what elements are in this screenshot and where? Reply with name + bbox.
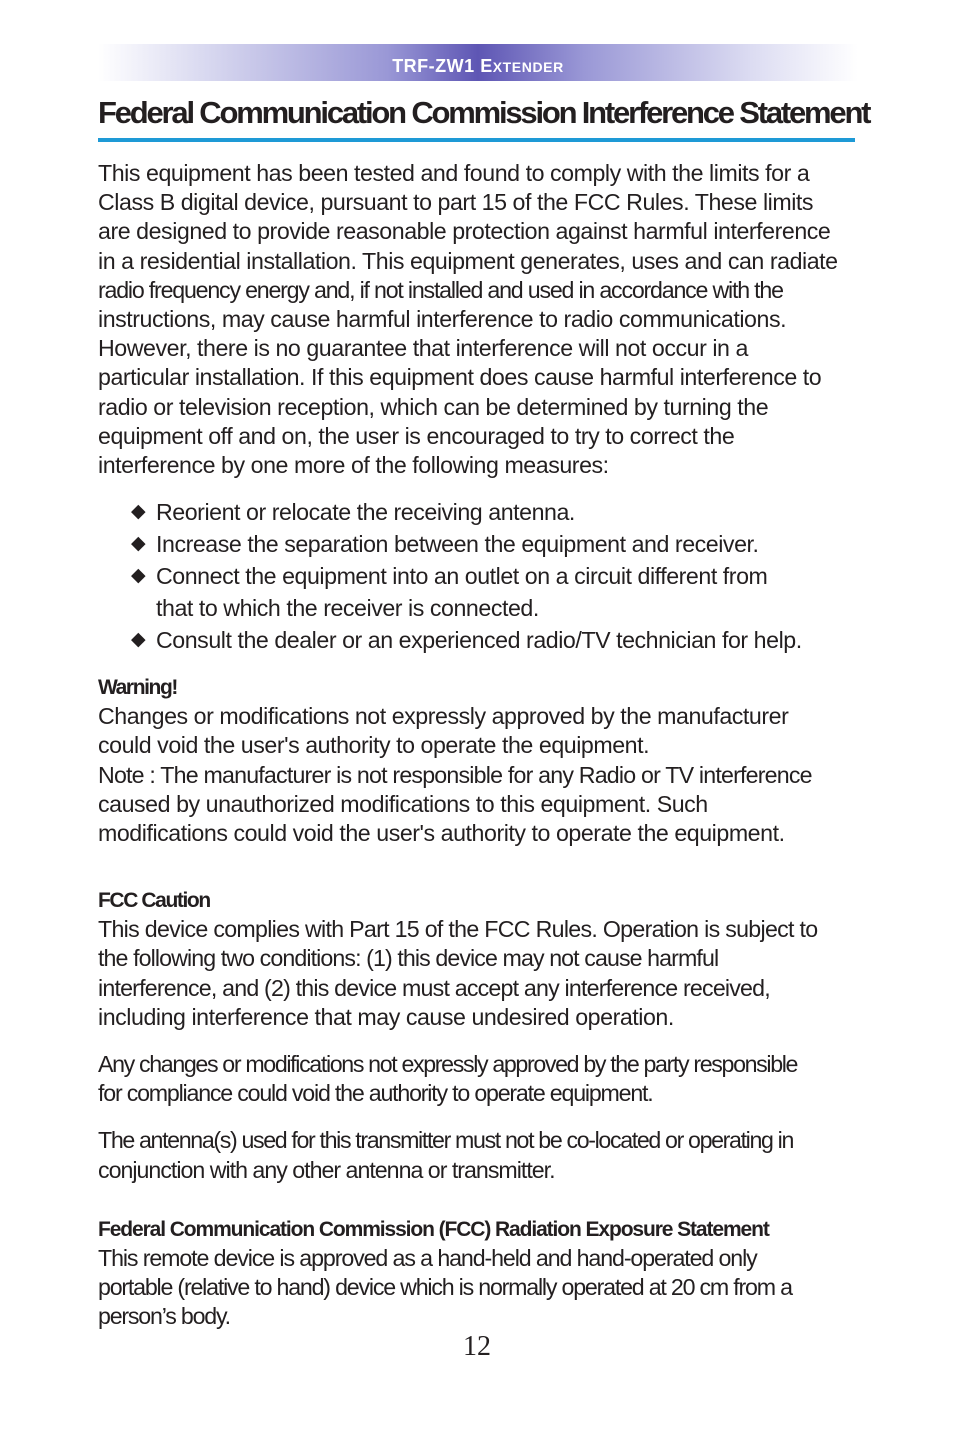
list-item-text: Reorient or relocate the receiving antenna.: [156, 499, 575, 526]
text-line: This remote device is approved as a hand-held and hand-operated only: [98, 1244, 757, 1271]
diamond-bullet-icon: ◆: [131, 501, 146, 523]
text-line: instructions, may cause harmful interference to radio communications.: [98, 306, 787, 333]
text-line: are designed to provide reasonable protection against harmful interference: [98, 218, 831, 245]
text-line: caused by unauthorized modifications to this equipment. Such: [98, 790, 708, 817]
list-item-text: Connect the equipment into an outlet on a circuit different from: [156, 563, 768, 590]
title-rule: [98, 138, 855, 142]
changes-paragraph: [98, 1050, 858, 1108]
fcc-caution-paragraph: [98, 915, 858, 1032]
text-line: This device complies with Part 15 of the FCC Rules. Operation is subject to: [98, 916, 818, 943]
page-content: [98, 159, 858, 1331]
diamond-bullet-icon: ◆: [131, 629, 146, 651]
list-item: [131, 528, 858, 560]
warning-paragraph: [98, 702, 858, 848]
text-line: portable (relative to hand) device which is normally operated at 20 cm from a: [98, 1274, 792, 1301]
text-line: including interference that may cause undesired operation.: [98, 1003, 674, 1030]
list-item-text: Increase the separation between the equipment and receiver.: [156, 531, 759, 558]
header-product-initial: E: [480, 56, 493, 76]
list-item: [131, 624, 858, 656]
text-line: Class B digital device, pursuant to part 15 of the FCC Rules. These limits: [98, 189, 814, 216]
header-product-rest: XTENDER: [492, 59, 564, 75]
text-line: interference, and (2) this device must accept any interference received,: [98, 974, 770, 1001]
antenna-paragraph: [98, 1126, 858, 1184]
list-item: [131, 560, 858, 624]
warning-heading: Warning!: [98, 676, 178, 700]
text-line: This equipment has been tested and found to comply with the limits for a: [98, 160, 810, 186]
text-line: conjunction with any other antenna or transmitter.: [98, 1156, 555, 1183]
diamond-bullet-icon: ◆: [131, 565, 146, 587]
header-model: TRF-ZW1: [392, 56, 475, 76]
text-line: Changes or modifications not expressly approved by the manufacturer: [98, 703, 789, 730]
fcc-caution-heading: FCC Caution: [98, 889, 210, 913]
text-line: Any changes or modifications not expressly approved by the party responsible: [98, 1051, 798, 1078]
diamond-bullet-icon: ◆: [131, 533, 146, 555]
page-title: Federal Communication Commission Interference Statement: [98, 95, 870, 130]
page-number: 12: [463, 1331, 491, 1362]
list-item: [131, 496, 858, 528]
intro-paragraph: [98, 159, 858, 480]
text-line: However, there is no guarantee that interference will not occur in a: [98, 335, 748, 362]
radiation-paragraph: [98, 1244, 858, 1332]
text-line: person’s body.: [98, 1303, 230, 1330]
radiation-exposure-heading: Federal Communication Commission (FCC) Radiation Exposure Statement: [98, 1217, 769, 1241]
text-line: could void the user's authority to operate the equipment.: [98, 732, 650, 759]
text-line: the following two conditions: (1) this device may not cause harmful: [98, 945, 719, 972]
list-item-text: that to which the receiver is connected.: [156, 595, 539, 622]
text-line: modifications could void the user's authority to operate the equipment.: [98, 820, 785, 847]
text-line: for compliance could void the authority to operate equipment.: [98, 1080, 653, 1107]
text-line: particular installation. If this equipment does cause harmful interference to: [98, 364, 822, 391]
measures-list: [98, 496, 858, 656]
running-header: [98, 44, 858, 81]
text-line: interference by one more of the following measures:: [98, 452, 609, 479]
text-line: in a residential installation. This equipment generates, uses and can radiate: [98, 247, 838, 274]
text-line: The antenna(s) used for this transmitter must not be co-located or operating in: [98, 1127, 794, 1154]
text-line: radio or television reception, which can be determined by turning the: [98, 393, 769, 420]
text-line: radio frequency energy and, if not installed and used in accordance with the: [98, 276, 783, 303]
text-line: equipment off and on, the user is encouraged to try to correct the: [98, 422, 735, 449]
list-item-text: Consult the dealer or an experienced radio/TV technician for help.: [156, 627, 802, 654]
text-line: Note : The manufacturer is not responsible for any Radio or TV interference: [98, 761, 812, 788]
